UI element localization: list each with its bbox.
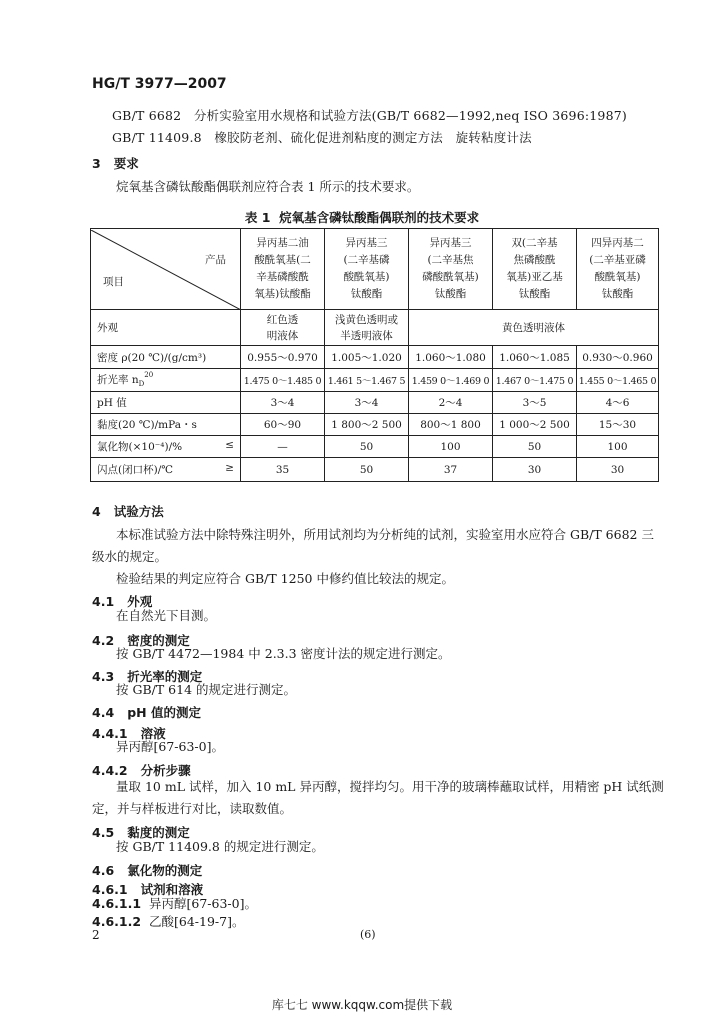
table-cell: 800～1 800 (409, 414, 493, 436)
section-title: 要求 (113, 156, 139, 171)
table-row (91, 310, 659, 346)
page-number: 2 (92, 928, 100, 942)
list-item-number: 4.6.1.2 (92, 914, 142, 929)
subsection-number: 4.4.2 (92, 763, 128, 778)
table-cell: 黄色透明液体 (409, 310, 659, 346)
subsection-title: 分析步骤 (140, 763, 191, 778)
paragraph-line: 级水的规定。 (92, 549, 168, 564)
table-cell: 30 (493, 458, 577, 482)
table-cell: 2～4 (409, 392, 493, 414)
subsection-title: 折光率的测定 (127, 669, 203, 684)
table-cell: 100 (409, 436, 493, 458)
table-caption-text: 烷氧基含磷钛酸酯偶联剂的技术要求 (279, 210, 480, 225)
row-label-operator: ≥ (225, 462, 234, 474)
subsection-number: 4.4 (92, 705, 115, 720)
list-item-text: 异丙醇[67-63-0]。 (149, 896, 257, 911)
subsection-number: 4.2 (92, 633, 115, 648)
table-cell: 1.455 0～1.465 0 (577, 369, 659, 392)
section-number: 4 (92, 504, 101, 519)
table-row (91, 414, 659, 436)
watermark-text: 库七七 www.kqqw.com提供下载 (271, 998, 453, 1012)
row-label-subscript: D (138, 380, 145, 389)
table-cell: 50 (325, 458, 409, 482)
row-label: pH 值 (91, 392, 241, 414)
subsection-title: pH 值的测定 (127, 705, 201, 720)
section-title: 试验方法 (113, 504, 164, 519)
table-row (91, 458, 659, 482)
table-cell: 30 (577, 458, 659, 482)
subsection-heading (92, 703, 201, 721)
reference-code: GB/T 6682 (112, 108, 182, 123)
column-header: 双(二辛基 焦磷酸酰 氧基)亚乙基 钛酸酯 (493, 229, 577, 310)
table-row (91, 392, 659, 414)
section-number: 3 (92, 156, 101, 171)
corner-item-label: 项目 (103, 276, 124, 288)
paragraph-line: 量取 10 mL 试样，加入 10 mL 异丙醇，搅拌均匀。用干净的玻璃棒蘸取试样，用精密 pH 试纸测 (116, 779, 664, 794)
section-body: 烷氧基含磷钛酸酯偶联剂应符合表 1 所示的技术要求。 (116, 179, 420, 194)
table-row (91, 369, 659, 392)
table-caption-number: 表 1 (244, 210, 271, 225)
table-cell: 1 800～2 500 (325, 414, 409, 436)
paragraph: 异丙醇[67-63-0]。 (116, 739, 224, 754)
diagonal-line (91, 230, 241, 310)
subsection-number: 4.4.1 (92, 726, 128, 741)
subsection-number: 4.6 (92, 863, 115, 878)
table-row (91, 346, 659, 369)
reference-text: 分析实验室用水规格和试验方法(GB/T 6682—1992,neq ISO 3696:1987) (193, 108, 627, 123)
subsection-title: 氯化物的测定 (127, 863, 203, 878)
list-item (92, 911, 244, 933)
paragraph: 检验结果的判定应符合 GB/T 1250 中修约值比较法的规定。 (116, 571, 454, 586)
table-cell: 0.930～0.960 (577, 346, 659, 369)
table-cell: 50 (493, 436, 577, 458)
table-cell: 红色透 明液体 (241, 310, 325, 346)
paragraph: 按 GB/T 11409.8 的规定进行测定。 (116, 839, 324, 854)
subsection-number: 4.1 (92, 594, 115, 609)
reference-item (112, 128, 532, 146)
table-cell: 1.005～1.020 (325, 346, 409, 369)
corner-product-label: 产品 (205, 254, 226, 266)
specification-table (90, 228, 659, 482)
row-label: 外观 (91, 310, 241, 346)
table-cell: 100 (577, 436, 659, 458)
column-header: 异丙基三 (二辛基磷 酸酰氧基) 钛酸酯 (325, 229, 409, 310)
subsection-title: 溶液 (140, 726, 166, 741)
table-cell: 15～30 (577, 414, 659, 436)
subsection-number: 4.6.1 (92, 882, 128, 897)
table-row (91, 436, 659, 458)
row-label-text: 闪点(闭口杯)/℃ (97, 464, 173, 476)
section-heading (92, 154, 139, 172)
paragraph-line: 定，并与样板进行对比，读取数值。 (92, 801, 293, 816)
row-label (91, 458, 241, 482)
table-cell: 50 (325, 436, 409, 458)
table-corner-cell (91, 229, 241, 310)
row-label: 黏度(20 ℃)/mPa・s (91, 414, 241, 436)
row-label (91, 369, 241, 392)
subsection-title: 外观 (127, 594, 153, 609)
table-cell: 1.475 0～1.485 0 (241, 369, 325, 392)
table-caption (0, 208, 724, 226)
paragraph-line: 本标准试验方法中除特殊注明外，所用试剂均为分析纯的试剂，实验室用水应符合 GB/T 6682 三 (116, 527, 654, 542)
table-cell: 3～4 (325, 392, 409, 414)
subsection-number: 4.5 (92, 825, 115, 840)
list-item-text: 乙酸[64-19-7]。 (149, 914, 245, 929)
reference-item (112, 106, 627, 124)
row-label: 密度 ρ(20 ℃)/(g/cm³) (91, 346, 241, 369)
column-header: 异丙基三 (二辛基焦 磷酸酰氧基) 钛酸酯 (409, 229, 493, 310)
list-item-number: 4.6.1.1 (92, 896, 142, 911)
table-cell: 0.955～0.970 (241, 346, 325, 369)
table-cell: 1.467 0～1.475 0 (493, 369, 577, 392)
row-label-text: 氯化物(×10⁻⁴)/% (97, 441, 183, 453)
table-cell: — (241, 436, 325, 458)
subsection-number: 4.3 (92, 669, 115, 684)
row-label-superscript: 20 (144, 371, 154, 380)
sheet-number: (6) (360, 928, 376, 941)
row-label (91, 436, 241, 458)
section-heading (92, 502, 164, 520)
reference-text: 橡胶防老剂、硫化促进剂粘度的测定方法 旋转粘度计法 (214, 130, 532, 145)
standard-code-header: HG/T 3977—2007 (92, 76, 227, 92)
paragraph: 按 GB/T 4472—1984 中 2.3.3 密度计法的规定进行测定。 (116, 646, 451, 661)
table-cell: 60～90 (241, 414, 325, 436)
table-cell: 3～4 (241, 392, 325, 414)
table-cell: 1.461 5～1.467 5 (325, 369, 409, 392)
subsection-heading (92, 861, 202, 879)
table-cell: 3～5 (493, 392, 577, 414)
column-header: 异丙基二油 酸酰氧基(二 辛基磷酸酰 氧基)钛酸酯 (241, 229, 325, 310)
table-cell: 4～6 (577, 392, 659, 414)
subsection-title: 试剂和溶液 (140, 882, 204, 897)
reference-code: GB/T 11409.8 (112, 130, 202, 145)
table-cell: 1 000～2 500 (493, 414, 577, 436)
table-cell: 1.060～1.080 (409, 346, 493, 369)
subsection-title: 黏度的测定 (127, 825, 190, 840)
column-header: 四异丙基二 (二辛基亚磷 酸酰氧基) 钛酸酯 (577, 229, 659, 310)
table-cell: 1.459 0～1.469 0 (409, 369, 493, 392)
table-cell: 浅黄色透明或 半透明液体 (325, 310, 409, 346)
table-cell: 35 (241, 458, 325, 482)
table-header-row (91, 229, 659, 310)
table-cell: 37 (409, 458, 493, 482)
subsection-title: 密度的测定 (127, 633, 190, 648)
paragraph: 按 GB/T 614 的规定进行测定。 (116, 682, 296, 697)
table-cell: 1.060～1.085 (493, 346, 577, 369)
row-label-operator: ≤ (225, 439, 234, 451)
row-label-text: 折光率 n (97, 374, 139, 387)
paragraph: 在自然光下目测。 (116, 608, 217, 623)
